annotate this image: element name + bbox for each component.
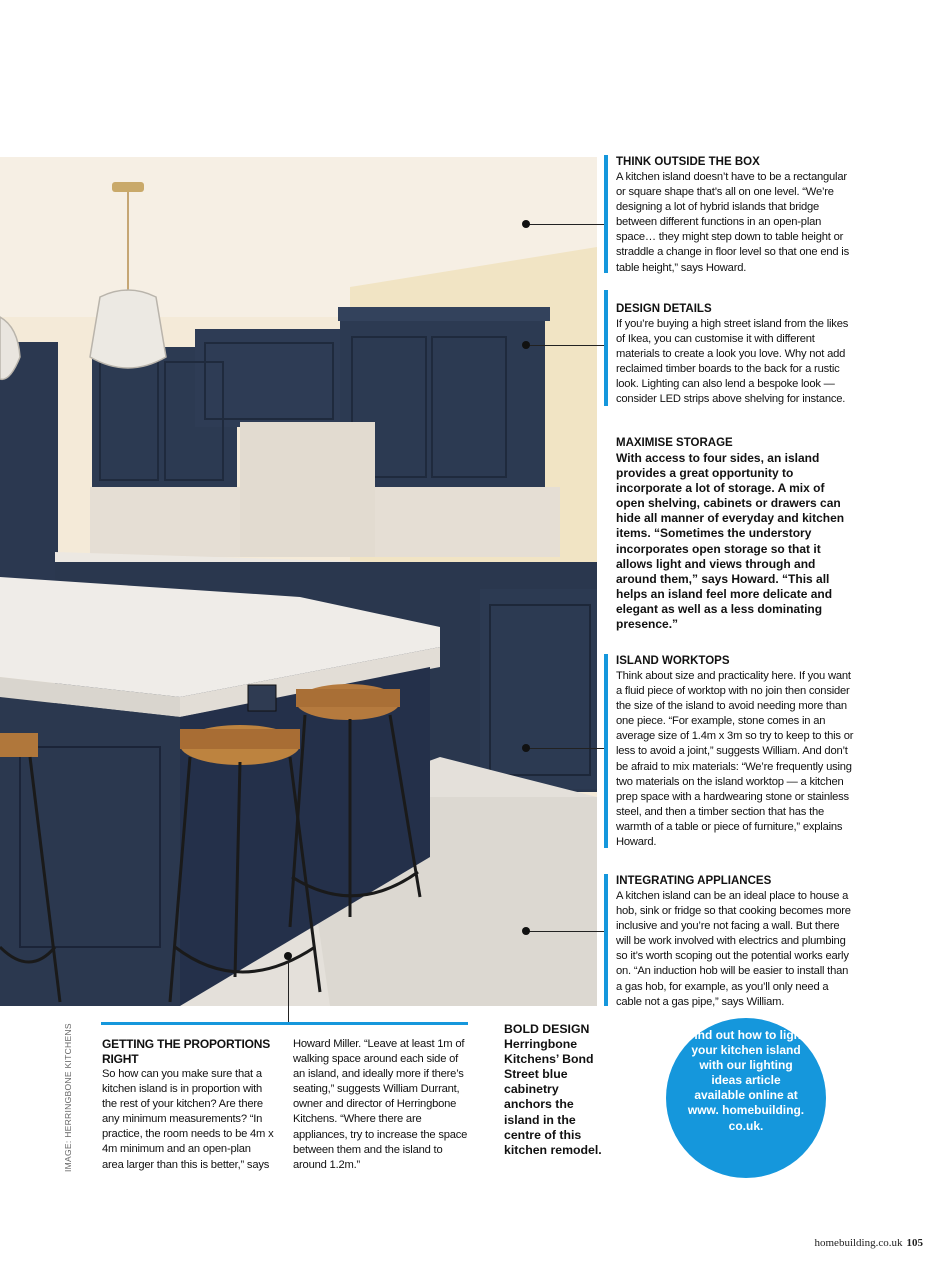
callout-body: A kitchen island doesn’t have to be a rectangular or square shape that’s all on one level. “We’re designing a lot of hybrid islands that bridge between different functions in an open-plan space… they might step down to table height or straddle a change in floor level so that one end is table height,” says Howard. xyxy=(616,171,849,274)
leader-line xyxy=(526,345,604,346)
callout-maximise-storage xyxy=(604,436,854,632)
leader-line xyxy=(526,931,604,932)
proportions-body-2: Howard Miller. “Leave at least 1m of walking space around each side of an island, and ideally more if there’s seating,” suggests William Durrant, owner and director of Herringbone Kitchens. “Where there are appliances, try to increase the space between them and the island to around 1.2m.” xyxy=(293,1038,468,1171)
callout-heading: ISLAND WORKTOPS xyxy=(616,655,730,667)
page-number: 105 xyxy=(906,1237,923,1249)
promo-circle[interactable] xyxy=(666,1018,826,1178)
callout-think-outside-the-box xyxy=(604,155,854,273)
callout-integrating-appliances xyxy=(604,874,854,1006)
callout-accent-bar xyxy=(604,874,608,1006)
promo-text: Find out how to light your kitchen island with our lighting ideas article available online at www. homebuilding. co.uk. xyxy=(687,1028,805,1133)
callout-body: Think about size and practicality here. If you want a fluid piece of worktop with no join then consider the size of the island to avoid needing more than one piece. “For example, stone comes in an average size of 1.4m x 3m so try to keep to this or less to avoid a joint,” suggests William. And don’t be afraid to mix materials: “We’re frequently using two materials on the island worktop — a kitchen prep space with a hardwearing stone or stainless steel, and then a timber section that has the warmth of a table or piece of furniture,” explains Howard. xyxy=(616,670,854,849)
proportions-body-1: So how can you make sure that a kitchen island is in proportion with the rest of your kitchen? Are there any minimum measurements? “In practice, the room needs to be 4m x 4m minimum and an open-plan area larger than this is better,” says xyxy=(102,1068,274,1171)
callout-island-worktops xyxy=(604,654,854,848)
callout-heading: THINK OUTSIDE THE BOX xyxy=(616,156,760,168)
leader-dot xyxy=(522,927,530,935)
callout-design-details xyxy=(604,290,854,406)
leader-line xyxy=(288,958,289,1022)
leader-dot xyxy=(522,744,530,752)
callout-body: With access to four sides, an island provides a great opportunity to incorporate a lot of storage. A mix of open shelving, cabinets or drawers can hide all manner of everyday and kitchen items. “Sometimes the understory incorporates open storage so that it allows light and views through and around them,” says Howard. “This all helps an island feel more delicate and elegant as well as a less dominating presence.” xyxy=(616,451,845,632)
kitchen-photo xyxy=(0,157,597,1006)
page-folio xyxy=(815,1237,924,1249)
leader-line xyxy=(526,748,604,749)
caption-body: Herringbone Kitchens’ Bond Street blue cabinetry anchors the island in the centre of this kitchen remodel. xyxy=(504,1037,602,1157)
leader-dot xyxy=(522,220,530,228)
callout-body: If you’re buying a high street island from the likes of Ikea, you can customise it with different materials to create a look you love. Why not add reclaimed timber boards to the back for a rustic look. Lighting can also lend a bespoke look — consider LED strips above shelving for instance. xyxy=(616,318,849,406)
callout-heading: INTEGRATING APPLIANCES xyxy=(616,875,772,887)
callout-accent-bar xyxy=(604,654,608,848)
callout-accent-bar xyxy=(604,155,608,273)
proportions-column-1 xyxy=(102,1037,274,1173)
leader-dot xyxy=(284,952,292,960)
kitchen-illustration xyxy=(0,157,597,1006)
image-credit: IMAGE: HERRINGBONE KITCHENS xyxy=(63,1023,73,1172)
callout-heading: DESIGN DETAILS xyxy=(616,303,712,315)
callout-body: A kitchen island can be an ideal place to house a hob, sink or fridge so that cooking becomes more inclusive and you’re not facing a wall. But there will be work involved with electrics and plumbing so it’s worth scoping out the potential works early on. “An induction hob will be easier to install than a gas hob, for example, as you’ll only need a cable not a gas pipe,” says William. xyxy=(616,890,851,1008)
section-rule xyxy=(101,1022,468,1025)
caption-title: BOLD DESIGN xyxy=(504,1022,590,1036)
proportions-column-2 xyxy=(293,1037,469,1173)
proportions-heading: GETTING THE PROPORTIONS RIGHT xyxy=(102,1037,271,1066)
callout-accent-bar xyxy=(604,290,608,406)
leader-line xyxy=(526,224,604,225)
leader-dot xyxy=(522,341,530,349)
photo-caption xyxy=(504,1022,604,1158)
callout-heading: MAXIMISE STORAGE xyxy=(616,437,733,449)
folio-site: homebuilding.co.uk xyxy=(814,1237,903,1249)
